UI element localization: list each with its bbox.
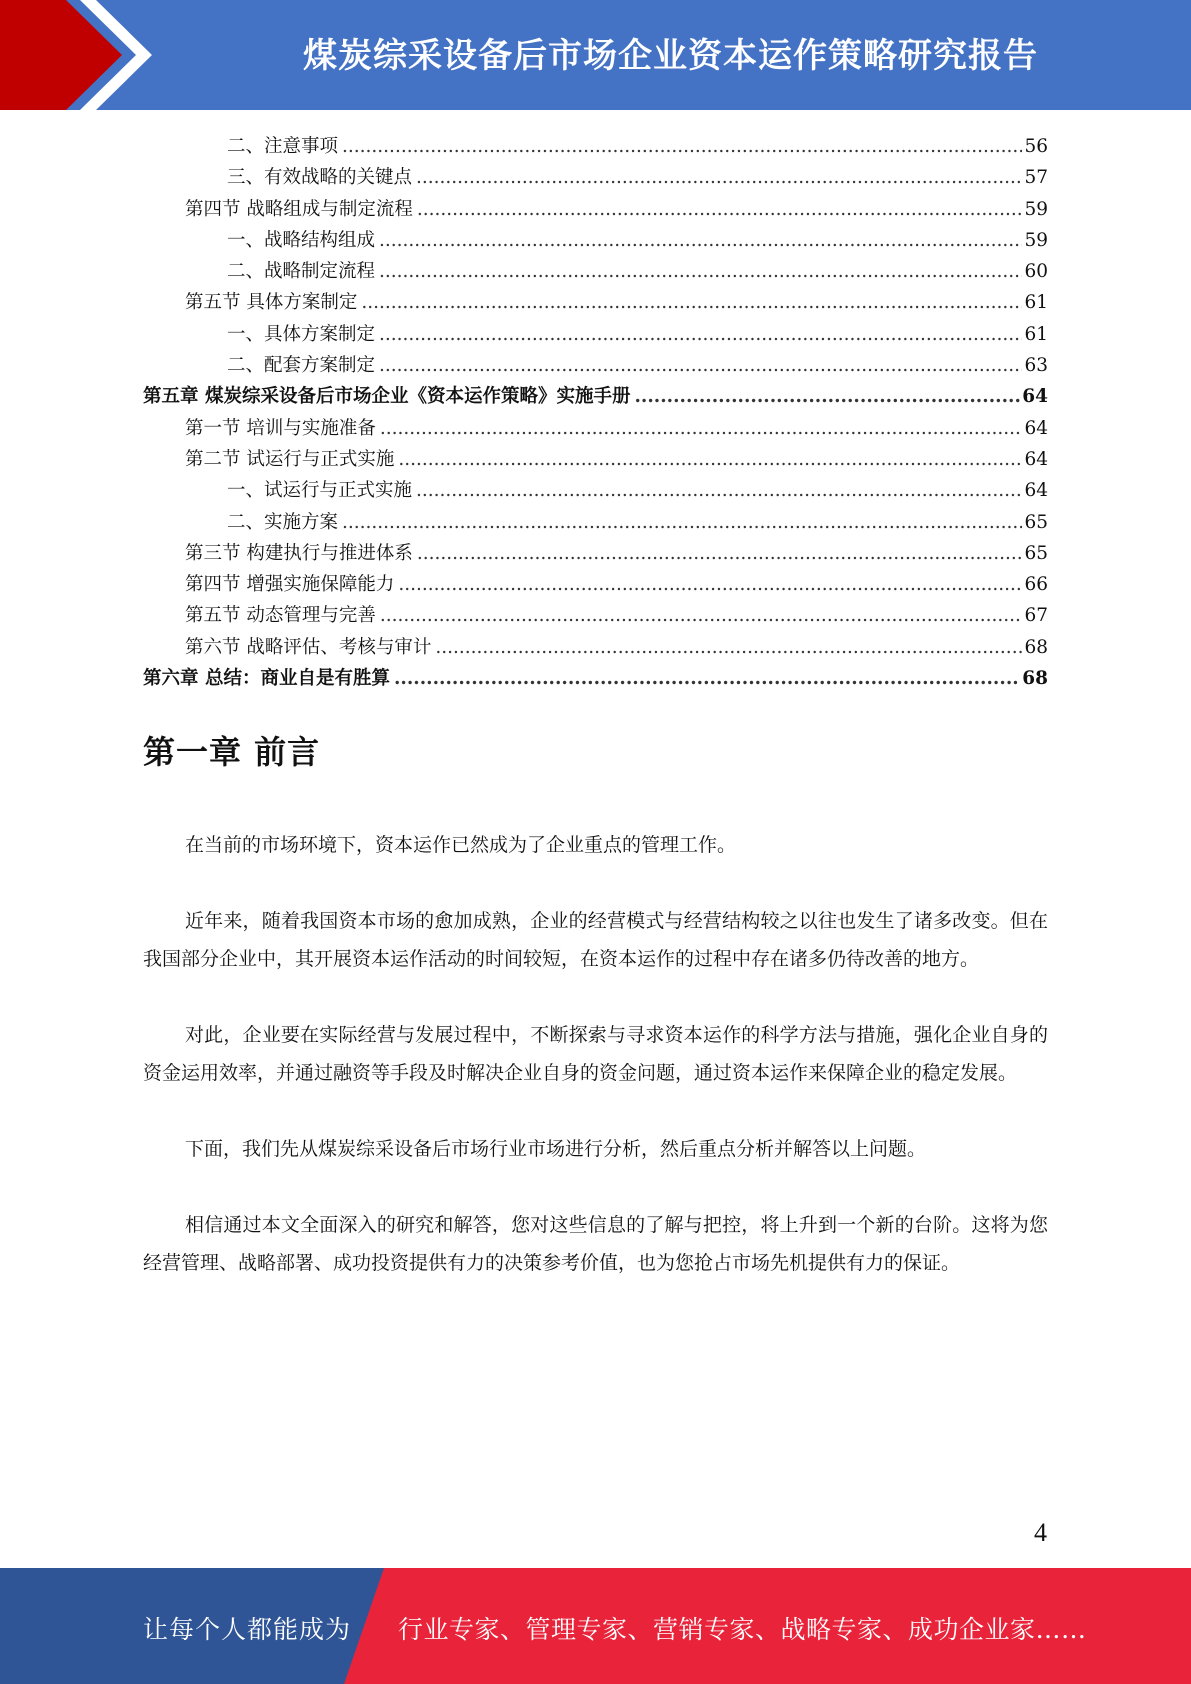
paragraph: 相信通过本文全面深入的研究和解答，您对这些信息的了解与把控，将上升到一个新的台阶。这将为您经营管理、战略部署、成功投资提供有力的决策参考价值，也为您抢占市场先机提供有力的保证。	[143, 1214, 1048, 1274]
page-header	[0, 0, 1191, 110]
chapter-body	[143, 826, 1048, 1320]
page-number: 4	[1034, 1518, 1047, 1547]
toc-entry-page: 67	[1024, 605, 1048, 627]
table-of-contents	[143, 131, 1048, 694]
toc-entry[interactable]	[143, 632, 1048, 663]
toc-entry[interactable]	[143, 381, 1048, 412]
paragraph: 在当前的市场环境下，资本运作已然成为了企业重点的管理工作。	[185, 834, 737, 856]
toc-entry-label: 第四节 战略组成与制定流程	[185, 198, 413, 220]
toc-entry[interactable]	[143, 600, 1048, 631]
toc-entry-label: 二、实施方案	[227, 511, 339, 533]
toc-entry-label: 第五节 动态管理与完善	[185, 605, 376, 627]
toc-leader-dots	[342, 131, 1022, 162]
toc-leader-dots	[634, 381, 1020, 412]
toc-entry[interactable]	[143, 538, 1048, 569]
toc-entry-page: 65	[1024, 542, 1048, 564]
toc-entry[interactable]	[143, 131, 1048, 162]
toc-entry-page: 61	[1024, 292, 1048, 314]
toc-leader-dots	[342, 507, 1022, 538]
toc-entry-label: 三、有效战略的关键点	[227, 167, 413, 189]
toc-entry-label: 一、战略结构组成	[227, 229, 376, 251]
toc-entry-page: 57	[1024, 167, 1048, 189]
toc-entry[interactable]	[143, 507, 1048, 538]
toc-entry-label: 第六章 总结：商业自是有胜算	[143, 668, 390, 690]
toc-leader-dots	[380, 413, 1023, 444]
toc-entry[interactable]	[143, 256, 1048, 287]
toc-entry[interactable]	[143, 569, 1048, 600]
toc-leader-dots	[416, 162, 1022, 193]
toc-entry-page: 63	[1024, 355, 1048, 377]
toc-entry-page: 64	[1024, 448, 1048, 470]
toc-entry[interactable]	[143, 413, 1048, 444]
toc-entry-label: 第五章 煤炭综采设备后市场企业《资本运作策略》实施手册	[143, 386, 631, 408]
toc-entry-page: 68	[1024, 636, 1048, 658]
toc-entry-page: 64	[1022, 386, 1048, 408]
footer-slogan-left: 让每个人都能成为	[143, 1615, 352, 1644]
toc-entry-label: 二、注意事项	[227, 136, 339, 157]
paragraph: 对此，企业要在实际经营与发展过程中，不断探索与寻求资本运作的科学方法与措施，强化企业自身的资金运用效率，并通过融资等手段及时解决企业自身的资金问题，通过资本运作来保障企业的稳定发展。	[143, 1024, 1048, 1084]
header-title: 煤炭综采设备后市场企业资本运作策略研究报告	[303, 36, 1038, 76]
toc-entry[interactable]	[143, 225, 1048, 256]
toc-entry[interactable]	[143, 663, 1048, 694]
toc-leader-dots	[379, 225, 1022, 256]
toc-entry-label: 一、具体方案制定	[227, 323, 376, 345]
toc-leader-dots	[398, 569, 1022, 600]
toc-entry-page: 60	[1024, 261, 1048, 283]
footer-slogan-right: 行业专家、管理专家、营销专家、战略专家、成功企业家……	[398, 1615, 1087, 1644]
toc-entry-label: 第三节 构建执行与推进体系	[185, 542, 413, 564]
toc-entry-label: 第四节 增强实施保障能力	[185, 574, 395, 596]
toc-entry-page: 68	[1022, 668, 1048, 690]
toc-entry-label: 一、试运行与正式实施	[227, 480, 413, 502]
toc-leader-dots	[379, 319, 1022, 350]
toc-leader-dots	[416, 475, 1022, 506]
toc-leader-dots	[379, 350, 1022, 381]
toc-entry[interactable]	[143, 162, 1048, 193]
toc-leader-dots	[417, 538, 1023, 569]
toc-entry-page: 66	[1024, 574, 1048, 596]
toc-entry-label: 第一节 培训与实施准备	[185, 417, 376, 439]
toc-entry-page: 64	[1024, 417, 1048, 439]
toc-entry-label: 第六节 战略评估、考核与审计	[185, 636, 432, 658]
toc-leader-dots	[435, 632, 1022, 663]
toc-entry[interactable]	[143, 194, 1048, 225]
toc-entry[interactable]	[143, 444, 1048, 475]
paragraph: 下面，我们先从煤炭综采设备后市场行业市场进行分析，然后重点分析并解答以上问题。	[185, 1138, 927, 1160]
toc-leader-dots	[398, 444, 1022, 475]
paragraph: 近年来，随着我国资本市场的愈加成熟，企业的经营模式与经营结构较之以往也发生了诸多改变。但在我国部分企业中，其开展资本运作活动的时间较短，在资本运作的过程中存在诸多仍待改善的地方。	[143, 910, 1048, 970]
toc-entry-label: 第二节 试运行与正式实施	[185, 448, 395, 470]
toc-entry-label: 第五节 具体方案制定	[185, 292, 358, 314]
toc-entry-label: 二、战略制定流程	[227, 261, 376, 283]
toc-leader-dots	[379, 256, 1022, 287]
toc-entry-page: 59	[1024, 198, 1048, 220]
toc-leader-dots	[361, 287, 1022, 318]
toc-entry[interactable]	[143, 319, 1048, 350]
toc-entry-label: 二、配套方案制定	[227, 355, 376, 377]
toc-leader-dots	[380, 600, 1023, 631]
page-footer	[0, 1568, 1191, 1684]
toc-entry-page: 64	[1024, 480, 1048, 502]
toc-entry-page: 65	[1024, 511, 1048, 533]
header-chevron-graphic	[0, 0, 160, 110]
chapter-title: 第一章 前言	[143, 733, 321, 771]
toc-leader-dots	[417, 194, 1023, 225]
toc-entry-page: 59	[1024, 229, 1048, 251]
toc-entry-page: 61	[1024, 323, 1048, 345]
toc-entry[interactable]	[143, 475, 1048, 506]
toc-entry-page: 56	[1024, 136, 1048, 157]
toc-leader-dots	[394, 663, 1020, 694]
toc-entry[interactable]	[143, 287, 1048, 318]
toc-entry[interactable]	[143, 350, 1048, 381]
